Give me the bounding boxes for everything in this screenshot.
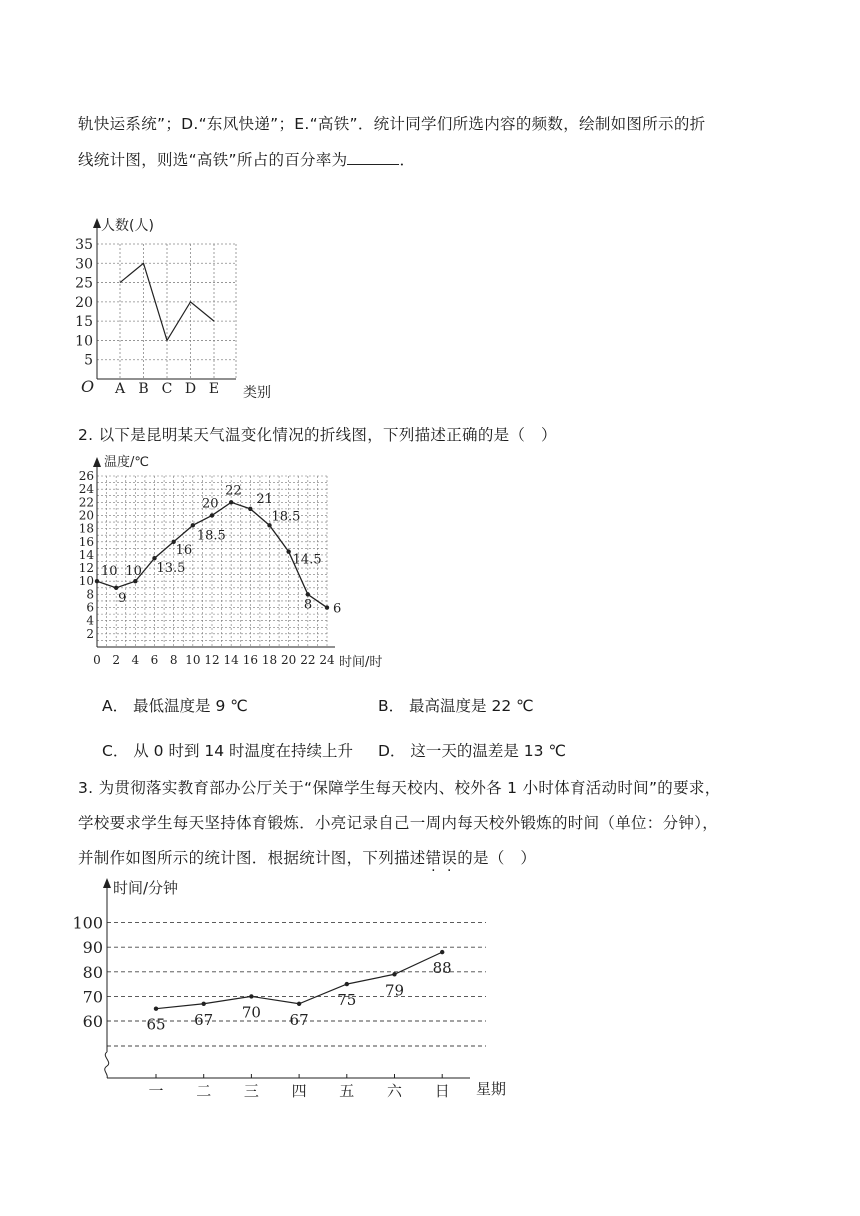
chart3-xtick-label: 二 (196, 1082, 212, 1100)
chart1-ytick-label: 10 (75, 333, 93, 350)
chart3-point (202, 1002, 206, 1006)
q3-line3 (78, 846, 536, 868)
chart2-point (210, 513, 214, 517)
q2-stem: 2. 以下是昆明某天气温变化情况的折线图，下列描述正确的是（ ） (78, 426, 557, 444)
q1-line1: 轨快运系统”；D.“东风快递”；E.“高铁”．统计同学们所选内容的频数，绘制如图所示的折 (78, 115, 706, 133)
chart3-ytick-label: 90 (82, 938, 103, 958)
chart2-ytick-label: 6 (86, 600, 94, 615)
chart2-grid (97, 476, 327, 647)
chart3-point-label: 67 (194, 1010, 214, 1029)
chart2-line (97, 502, 327, 607)
chart2-ytick-label: 20 (78, 508, 94, 523)
chart1-series (120, 263, 214, 340)
chart3-ytick-label: 60 (82, 1012, 103, 1031)
chart3-y-arrow (103, 878, 111, 888)
chart3-point (392, 972, 396, 976)
chart2-point (267, 523, 271, 527)
chart2-point (114, 586, 118, 590)
chart2-point-label: 14.5 (292, 552, 322, 568)
chart2-ytick-label: 18 (78, 521, 94, 536)
chart1-xtick-label: D (184, 381, 197, 397)
chart3-line (156, 952, 442, 1009)
chart2-ytick-label: 2 (86, 626, 94, 641)
q2-option-b[interactable]: B． 最高温度是 22 ℃ (378, 697, 534, 715)
chart1-xtick-label: E (208, 381, 220, 397)
chart2-ytick-label: 4 (86, 613, 94, 628)
chart2-point-label: 13.5 (156, 561, 186, 577)
chart2-xtick-label: 18 (261, 653, 278, 667)
chart3-point-label: 75 (337, 991, 357, 1010)
chart1-axes (93, 218, 236, 379)
emphasis-char-1: 错 (425, 849, 442, 867)
chart3-axes (103, 878, 470, 1078)
q1-line2 (78, 148, 415, 170)
chart2-y-arrow (93, 457, 101, 467)
chart2-point (229, 500, 233, 504)
q2-option-c[interactable]: C． 从 0 时到 14 时温度在持续上升 (102, 742, 354, 760)
chart3-xlabel: 星期 (476, 1080, 507, 1098)
chart1-xtick-label: B (138, 381, 149, 397)
q3-line3-text: 并制作如图所示的统计图．根据统计图，下列描述 (78, 849, 426, 867)
chart2-point-label: 20 (202, 496, 219, 512)
chart1-ticks (75, 237, 219, 397)
chart3-ticks (72, 914, 449, 1100)
chart1-xlabel: 类别 (243, 385, 271, 401)
chart2-point-label: 9 (118, 590, 127, 606)
chart1-xtick-label: C (161, 381, 173, 397)
chart1-ytick-label: 20 (75, 294, 93, 311)
chart3-xtick-label: 六 (386, 1082, 403, 1100)
chart1-ytick-label: 15 (75, 314, 93, 331)
chart2-axes (93, 457, 335, 647)
chart2-point-label: 8 (303, 597, 313, 613)
q2-option-a[interactable]: A． 最低温度是 9 ℃ (102, 697, 248, 715)
chart1-ytick-label: 30 (75, 256, 93, 273)
chart2-point (191, 523, 195, 527)
chart2-xtick-label: 20 (281, 653, 297, 667)
chart2-ytick-label: 10 (78, 574, 94, 589)
chart1-ylabel: 人数(人) (101, 218, 154, 234)
chart3-point (154, 1007, 158, 1011)
chart2-series (95, 483, 341, 616)
chart3-point-label: 79 (384, 981, 405, 1000)
chart3-point (297, 1002, 301, 1006)
chart2-point-label: 18.5 (271, 509, 301, 525)
chart2-point (286, 549, 290, 553)
chart3-point (440, 950, 444, 954)
chart2-ticks (79, 469, 335, 667)
chart3-point-label: 70 (241, 1003, 261, 1022)
chart2-point (95, 579, 99, 583)
chart2-xtick-label: 0 (93, 653, 101, 667)
chart3-ytick-label: 70 (82, 987, 103, 1007)
chart2-point (325, 605, 329, 609)
chart1-xtick-label: A (114, 381, 126, 397)
chart3-ytick-label: 80 (82, 962, 103, 982)
emphasis-char-2: 误 (441, 849, 458, 867)
chart2-xtick-label: 8 (169, 653, 178, 667)
chart3-xtick-label: 三 (243, 1082, 259, 1100)
chart2-xtick-label: 12 (204, 653, 220, 667)
chart2-point-label: 10 (101, 564, 118, 580)
chart3-point-label: 65 (146, 1015, 166, 1034)
chart3-axis-break (105, 1052, 109, 1078)
chart3-ytick-label: 100 (72, 913, 103, 933)
chart3-point (249, 994, 253, 998)
chart2-point (171, 540, 175, 544)
chart3-series (146, 950, 451, 1034)
chart2-point-label: 22 (225, 483, 242, 499)
chart3-xtick-label: 一 (148, 1082, 164, 1100)
chart3-point-label: 67 (289, 1010, 309, 1029)
chart2-point-label: 21 (256, 491, 273, 507)
chart2-point-label: 6 (333, 601, 342, 617)
chart3-point-label: 88 (432, 959, 452, 978)
chart1-y-arrow (93, 218, 101, 228)
chart2-ytick-label: 22 (78, 495, 94, 510)
chart1-ytick-label: 25 (75, 275, 93, 292)
chart1-ytick-label: 5 (84, 352, 93, 369)
chart2-ytick-label: 14 (78, 547, 94, 562)
q1-line2-text: 线统计图，则选“高铁”所占的百分率为 (78, 151, 348, 169)
chart2-point-label: 16 (175, 542, 193, 558)
chart2-xtick-label: 6 (150, 653, 159, 667)
chart2-ytick-label: 24 (78, 482, 94, 497)
chart2-ytick-label: 26 (78, 469, 94, 483)
chart1-grid (97, 244, 236, 379)
chart3-xtick-label: 四 (291, 1082, 307, 1100)
q1-line2-end: ． (399, 151, 416, 169)
chart2-ytick-label: 16 (78, 534, 94, 549)
chart2-point (152, 556, 156, 560)
chart2-xtick-label: 14 (223, 653, 239, 667)
q3-line2: 学校要求学生每天坚持体育锻炼．小亮记录自己一周内每天校外锻炼的时间（单位：分钟）， (78, 814, 719, 832)
chart2-ytick-label: 8 (86, 587, 94, 602)
chart2-ytick-label: 12 (78, 561, 94, 576)
chart2-xtick-label: 16 (242, 653, 258, 667)
chart2-xtick-label: 4 (131, 653, 140, 667)
chart1-ytick-label: 35 (75, 237, 93, 253)
chart2-xtick-label: 10 (185, 653, 201, 667)
chart2-ylabel: 温度/℃ (104, 455, 149, 470)
chart3-grid (107, 923, 486, 1046)
chart2-xtick-label: 24 (319, 653, 335, 667)
q3-line3-end: 的是（ ） (457, 849, 537, 867)
q2-option-d[interactable]: D． 这一天的温差是 13 ℃ (378, 742, 566, 760)
chart2-point-label: 10 (125, 564, 142, 580)
q3-line1: 3. 为贯彻落实教育部办公厅关于“保障学生每天校内、校外各 1 小时体育活动时间”的要求， (78, 779, 721, 797)
chart2-xtick-label: 2 (112, 653, 120, 667)
chart2-point (133, 579, 137, 583)
chart2-xtick-label: 22 (300, 653, 316, 667)
chart2-xlabel: 时间/时 (339, 655, 383, 670)
chart3-xtick-label: 日 (434, 1082, 450, 1100)
chart2-point (306, 592, 310, 596)
chart2-point (248, 507, 252, 511)
answer-blank[interactable] (347, 150, 399, 165)
chart3-ylabel: 时间/分钟 (113, 879, 179, 897)
chart1-origin: O (81, 377, 95, 396)
chart2-point-label: 18.5 (196, 528, 226, 544)
chart1-line (120, 263, 214, 340)
chart3-xtick-label: 五 (339, 1082, 355, 1100)
chart3-point (345, 982, 349, 986)
